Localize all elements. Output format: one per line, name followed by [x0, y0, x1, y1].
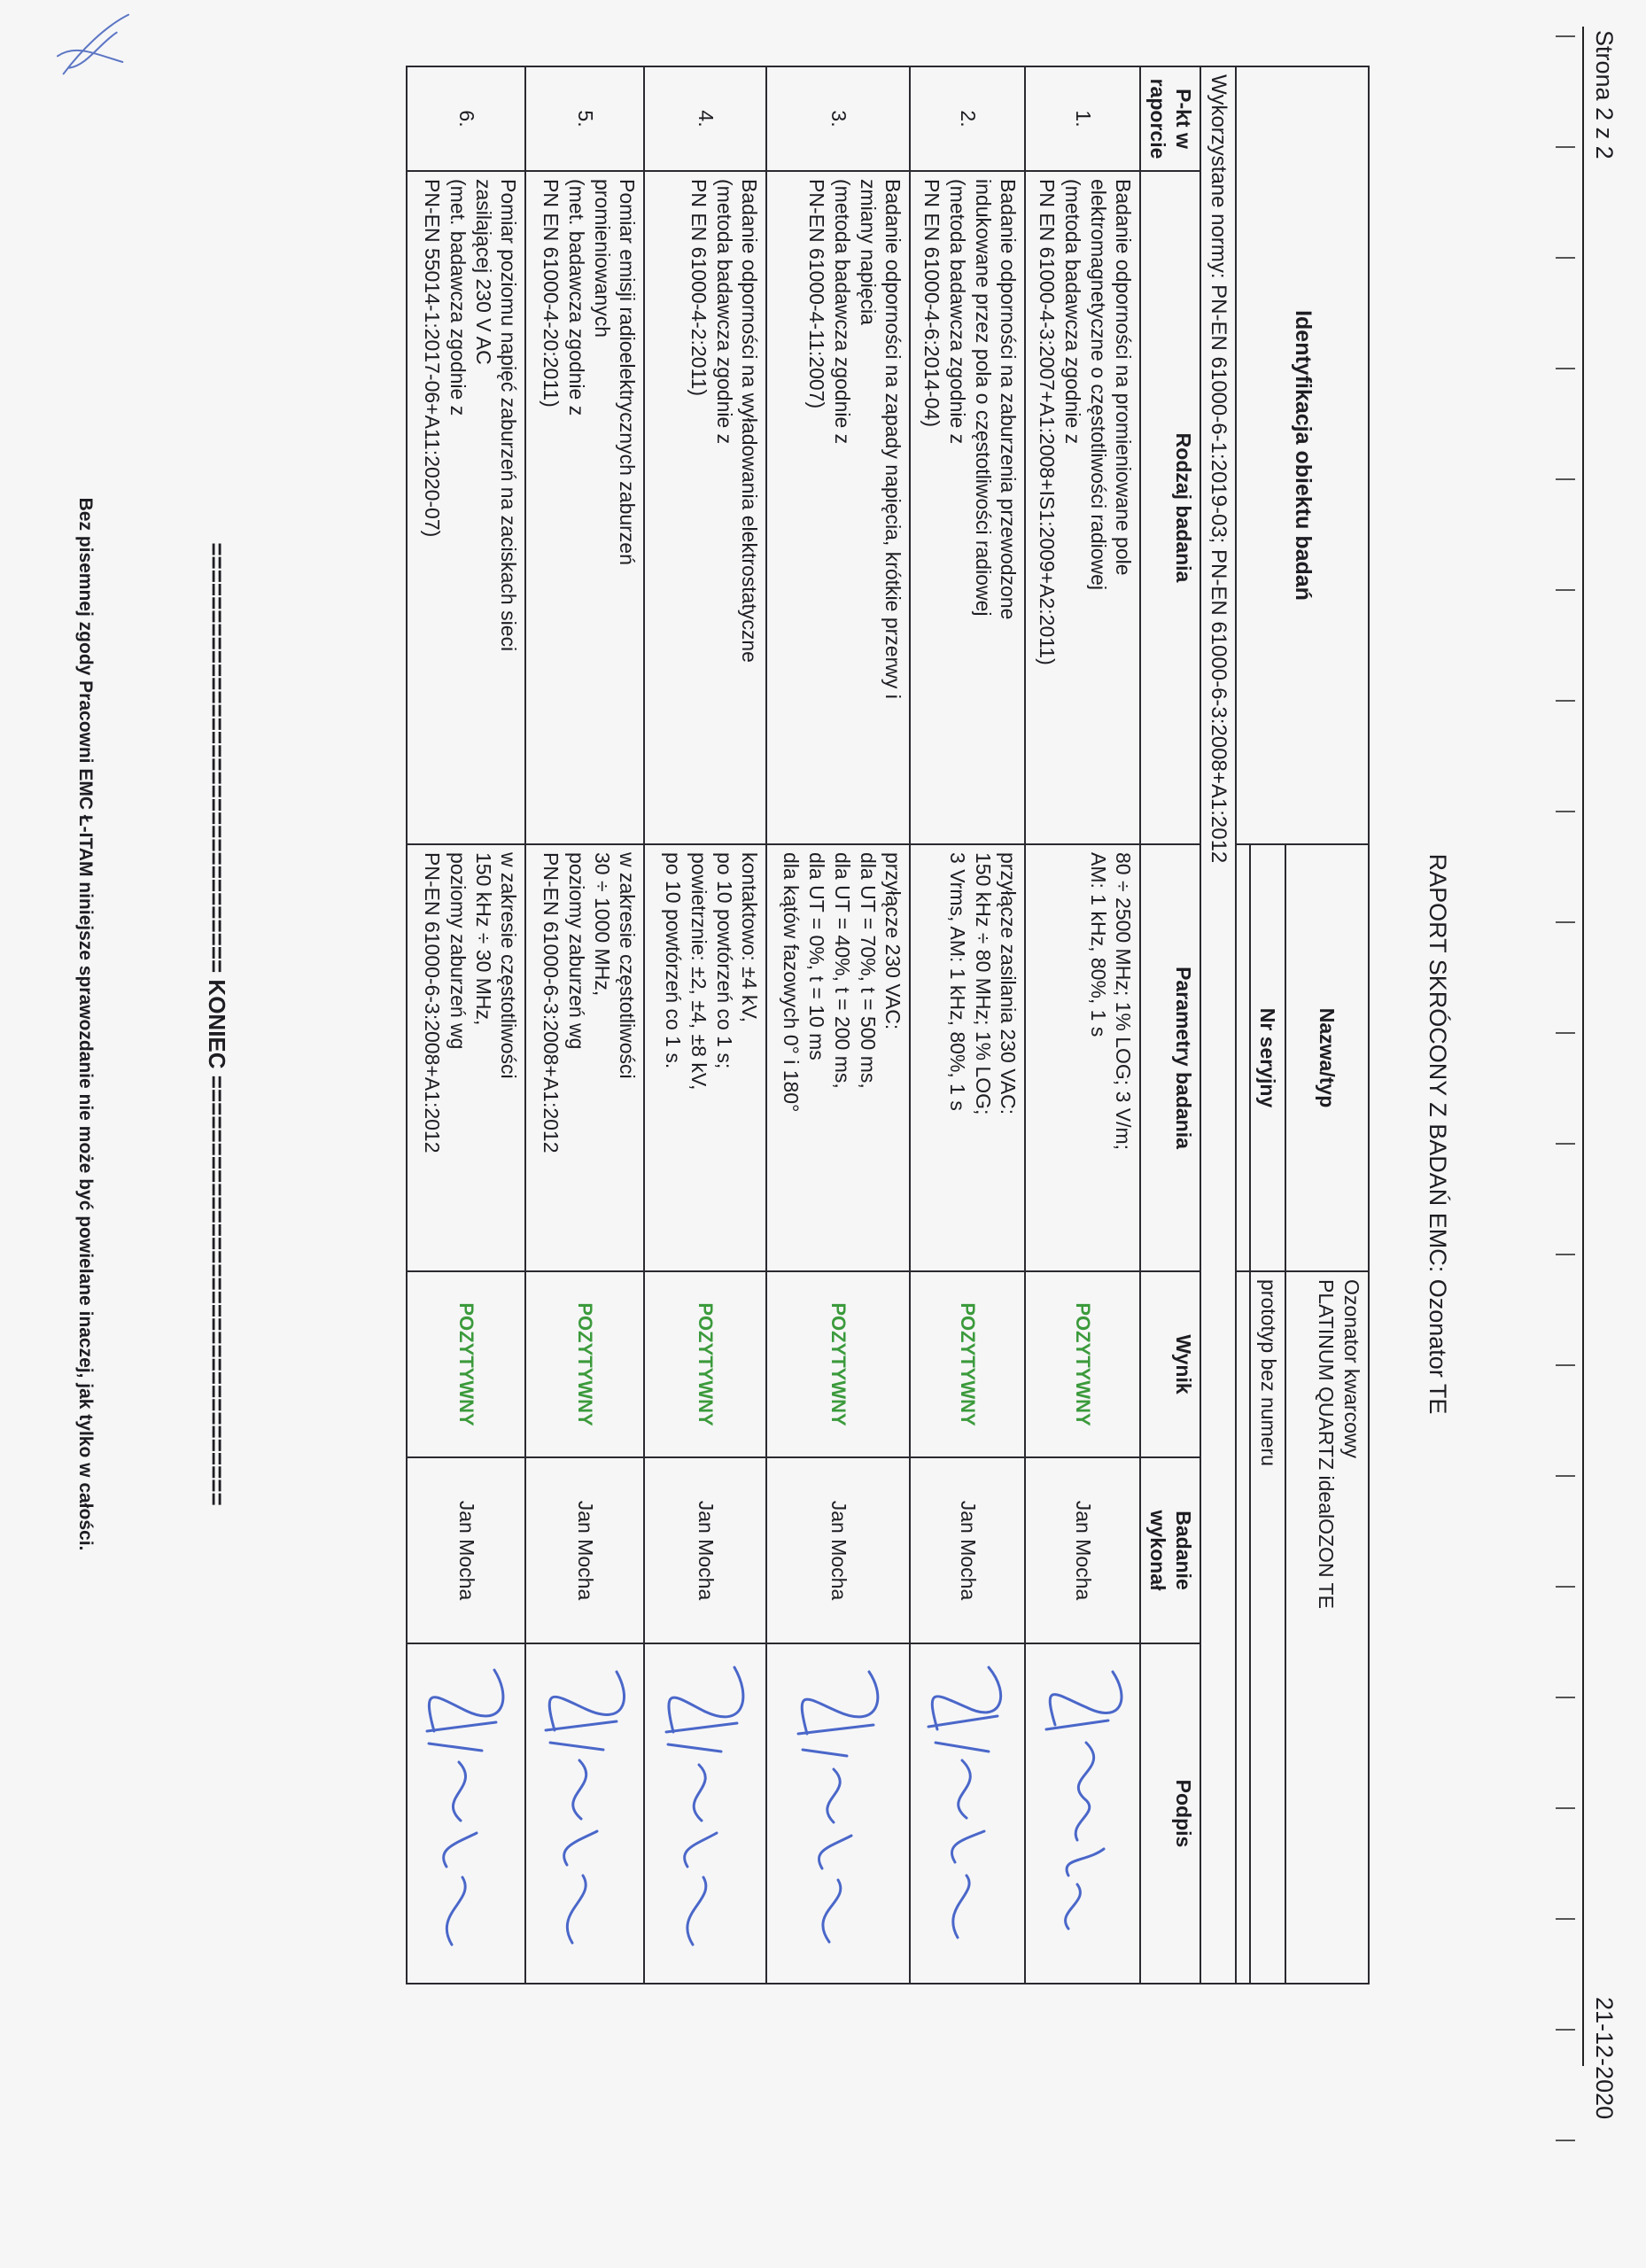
signature-cell	[408, 1643, 526, 1984]
scan-edge-mark	[1556, 1586, 1575, 1588]
scan-edge-mark	[1556, 1254, 1575, 1255]
result-badge: POZYTYWNY	[911, 1271, 1026, 1457]
table-row	[767, 66, 911, 1984]
result-badge: POZYTYWNY	[1026, 1271, 1141, 1457]
col-header-signature: Podpis	[1141, 1643, 1201, 1984]
handwritten-signature	[1027, 1644, 1140, 1983]
table-row	[911, 66, 1026, 1984]
object-name-row	[1285, 66, 1369, 1984]
scan-edge-mark	[1556, 1364, 1575, 1366]
performer-name: Jan Mocha	[911, 1457, 1026, 1643]
handwritten-signature	[912, 1644, 1025, 1983]
row-number: 3.	[767, 66, 911, 171]
test-results-table	[407, 66, 1370, 1984]
signature-cell	[911, 1643, 1026, 1984]
row-number: 6.	[408, 66, 526, 171]
col-header-test-type: Rodzaj badania	[1141, 171, 1201, 844]
row-number: 2.	[911, 66, 1026, 171]
row-number: 5.	[526, 66, 645, 171]
scan-edge-mark	[1556, 1918, 1575, 1920]
signature-cell	[526, 1643, 645, 1984]
result-badge: POZYTYWNY	[526, 1271, 645, 1457]
test-type-cell: Pomiar poziomu napięć zaburzeń na zaciskach sieci zasilającej 230 V AC (met. badawcza zgodnie z PN-EN 55014-1:2017-06+A11:2020-07)	[408, 171, 526, 844]
name-type-value	[1285, 1271, 1369, 1984]
scan-edge-mark	[1556, 2029, 1575, 2031]
scan-edge-mark	[1556, 1475, 1575, 1477]
result-badge: POZYTYWNY	[767, 1271, 911, 1457]
col-header-parameters: Parametry badania	[1141, 844, 1201, 1271]
row-number: 1.	[1026, 66, 1141, 171]
scan-edge-mark	[1556, 35, 1575, 37]
page-number: Strona 2 z 2	[1591, 30, 1618, 159]
col-header-performed-by: Badanie wykonał	[1141, 1457, 1201, 1643]
handwritten-signature	[768, 1644, 910, 1983]
handwritten-signature	[408, 1644, 525, 1983]
signature-cell	[767, 1643, 911, 1984]
signature-cell	[645, 1643, 767, 1984]
test-type-cell: Badanie odporności na zapady napięcia, krótkie przerwy i zmiany napięcia (metoda badawcza zgodnie z PN-EN 61000-4-11:2007)	[767, 171, 911, 844]
name-type-label: Nazwa/typ	[1285, 844, 1369, 1271]
scan-edge-mark	[1556, 478, 1575, 480]
col-header-result: Wynik	[1141, 1271, 1201, 1457]
scan-edge-mark	[1556, 921, 1575, 923]
parameters-cell: kontaktowo: ±4 kV, po 10 powtórzeń co 1 s; powietrznie: ±2, ±4, ±8 kV, po 10 powtórzeń co 1 s.	[645, 844, 767, 1271]
result-badge: POZYTYWNY	[408, 1271, 526, 1457]
standards-text: Wykorzystane normy: PN-EN 61000-6-1:2019-03; PN-EN 61000-6-3:2008+A1:2012	[1200, 66, 1236, 1984]
row-number: 4.	[645, 66, 767, 171]
performer-name: Jan Mocha	[526, 1457, 645, 1643]
signature-cell	[1026, 1643, 1141, 1984]
scan-edge-mark	[1556, 1807, 1575, 1809]
footer-note: Bez pisemnej zgody Pracowni EMC Ł-ITAM niniejsze sprawozdanie nie może być powielane inaczej, jak tylko w całości.	[75, 497, 96, 1551]
standards-row	[1200, 66, 1236, 1984]
performer-name: Jan Mocha	[767, 1457, 911, 1643]
scan-edge-mark	[1556, 1143, 1575, 1145]
header-divider	[1582, 27, 1584, 2066]
scan-edge-mark	[1556, 2140, 1575, 2141]
handwritten-signature	[646, 1644, 766, 1983]
report-title: RAPORT SKRÓCONY Z BADAŃ EMC: Ozonator TE	[1425, 853, 1451, 1415]
scan-edge-mark	[1556, 1032, 1575, 1034]
parameters-cell: 80 ÷ 2500 MHz; 1% LOG; 3 V/m; AM: 1 kHz, 80%, 1 s	[1026, 844, 1141, 1271]
handwritten-signature	[527, 1644, 644, 1983]
parameters-cell: w zakresie częstotliwości 150 kHz ÷ 30 MHz, poziomy zaburzeń wg PN-EN 61000-6-3:2008+A1:2012	[408, 844, 526, 1271]
test-type-cell: Badanie odporności na wyładowania elektrostatyczne (metoda badawcza zgodnie z PN EN 61000-4-2:2011)	[645, 171, 767, 844]
report-date: 21-12-2020	[1591, 1997, 1618, 2120]
name-line-1: Ozonator kwarcowy	[1340, 1279, 1363, 1458]
result-badge: POZYTYWNY	[645, 1271, 767, 1457]
table-row	[1026, 66, 1141, 1984]
test-type-cell: Pomiar emisji radioelektrycznych zaburzeń promieniowanych (met. badawcza zgodnie z PN EN 61000-4-20:2011)	[526, 171, 645, 844]
scan-edge-mark	[1556, 146, 1575, 148]
column-header-row	[1141, 66, 1201, 1984]
scan-edge-mark	[1556, 368, 1575, 369]
parameters-cell: w zakresie częstotliwości 30 ÷ 1000 MHz, poziomy zaburzeń wg PN-EN 61000-6-3:2008+A1:2012	[526, 844, 645, 1271]
test-type-cell: Badanie odporności na promieniowane pole elektromagnetyczne o częstotliwości radiowej (metoda badawcza zgodnie z PN EN 61000-4-3:2007+A1:2008+IS1:2009+A2:2011)	[1026, 171, 1141, 844]
scan-edge-mark	[1556, 257, 1575, 259]
scan-edge-mark	[1556, 811, 1575, 812]
table-row	[408, 66, 526, 1984]
performer-name: Jan Mocha	[1026, 1457, 1141, 1643]
parameters-cell: przyłącze zasilania 230 VAC: 150 kHz ÷ 80 MHz; 1% LOG; 3 Vrms, AM: 1 kHz, 80%, 1 s	[911, 844, 1026, 1271]
serial-value: prototyp bez numeru	[1250, 1271, 1285, 1984]
performer-name: Jan Mocha	[645, 1457, 767, 1643]
test-type-cell: Badanie odporności na zaburzenia przewodzone indukowane przez pola o częstotliwości radiowej (metoda badawcza zgodnie z PN EN 61000-4-6:2014-04)	[911, 171, 1026, 844]
table-row	[526, 66, 645, 1984]
identification-label: Identyfikacja obiektu badań	[1236, 66, 1369, 844]
table-row	[645, 66, 767, 1984]
performer-name: Jan Mocha	[408, 1457, 526, 1643]
scan-edge-mark	[1556, 700, 1575, 702]
parameters-cell: przyłącze 230 VAC: dla UT = 70%, t = 500 ms, dla UT = 40%, t = 200 ms, dla UT = 0%, t = 10 ms dla kątów fazowych 0° i 180°	[767, 844, 911, 1271]
col-header-item: P-kt w raporcie	[1141, 66, 1201, 171]
handwritten-initials	[18, 9, 168, 115]
scan-edge-mark	[1556, 589, 1575, 591]
end-marker: ================================ KONIEC ================================	[204, 542, 230, 1506]
scan-edge-mark	[1556, 1697, 1575, 1698]
serial-label: Nr seryjny	[1250, 844, 1285, 1271]
name-line-2: PLATINUM QUARTZ idealOZON TE	[1315, 1279, 1339, 1609]
